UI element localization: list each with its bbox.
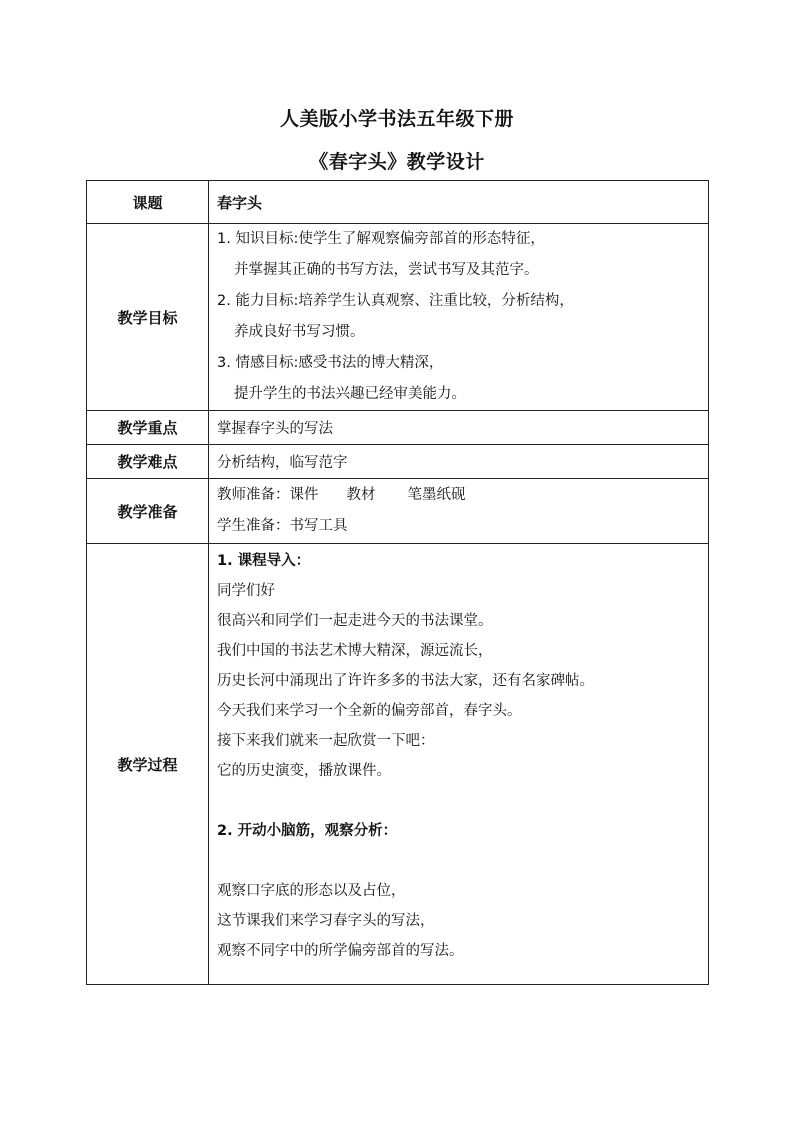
- process-line: 我们中国的书法艺术博大精深，源远流长，: [217, 643, 493, 659]
- goal-line: 并掌握其正确的书写方法，尝试书写及其范字。: [234, 262, 539, 278]
- table-row-difficulty: [87, 445, 709, 479]
- table-row-topic: [87, 181, 709, 224]
- goals-content: [209, 224, 709, 411]
- goal-line: 养成良好书写习惯。: [234, 324, 365, 340]
- topic-value: 春字头: [209, 181, 709, 224]
- teacher-prep-item: 课件: [289, 487, 319, 503]
- blank-line: [217, 846, 708, 876]
- process-line: 观察口字底的形态以及占位，: [217, 883, 406, 899]
- topic-label: 课题: [87, 181, 209, 224]
- process-line: 很高兴和同学们一起走进今天的书法课堂。: [217, 613, 493, 629]
- process-section-heading: 2. 开动小脑筋，观察分析：: [217, 823, 398, 839]
- key-point-value: 掌握春字头的写法: [209, 411, 709, 445]
- table-row-process: [87, 544, 709, 985]
- process-content: [209, 544, 709, 985]
- process-line: 观察不同字中的所学偏旁部首的写法。: [217, 943, 464, 959]
- process-line: 接下来我们就来一起欣赏一下吧：: [217, 733, 435, 749]
- table-row-goals: [87, 224, 709, 411]
- teacher-prep-item: 教材: [346, 487, 376, 503]
- process-line: 今天我们来学习一个全新的偏旁部首，春字头。: [217, 703, 522, 719]
- blank-line: [217, 786, 708, 816]
- lesson-plan-table: [86, 180, 709, 985]
- teacher-prep-item: 笔墨纸砚: [407, 487, 466, 503]
- table-row-key-point: [87, 411, 709, 445]
- document-subtitle: 《春字头》教学设计: [309, 151, 485, 173]
- goal-line: 提升学生的书法兴趣已经审美能力。: [234, 386, 466, 402]
- document-title: 人美版小学书法五年级下册: [279, 108, 514, 130]
- preparation-content: [209, 479, 709, 544]
- process-line: 同学们好: [217, 583, 275, 599]
- table-row-preparation: [87, 479, 709, 544]
- student-preparation: 学生准备：书写工具: [217, 518, 348, 534]
- goals-label: 教学目标: [87, 224, 209, 411]
- key-point-label: 教学重点: [87, 411, 209, 445]
- difficulty-value: 分析结构，临写范字: [209, 445, 709, 479]
- difficulty-label: 教学难点: [87, 445, 209, 479]
- goal-line: 3. 情感目标:感受书法的博大精深，: [217, 355, 444, 371]
- preparation-label: 教学准备: [87, 479, 209, 544]
- process-line: 历史长河中涌现出了许许多多的书法大家，还有名家碑帖。: [217, 673, 594, 689]
- process-line: 这节课我们来学习春字头的写法，: [217, 913, 435, 929]
- teacher-preparation: [217, 480, 708, 511]
- process-line: 它的历史演变，播放课件。: [217, 763, 391, 779]
- process-section-heading: 1. 课程导入：: [217, 553, 311, 569]
- teacher-prep-prefix: 教师准备：: [217, 487, 290, 503]
- goal-line: 2. 能力目标:培养学生认真观察、注重比较，分析结构，: [217, 293, 574, 309]
- process-label: 教学过程: [87, 544, 209, 985]
- goal-line: 1. 知识目标:使学生了解观察偏旁部首的形态特征，: [217, 231, 545, 247]
